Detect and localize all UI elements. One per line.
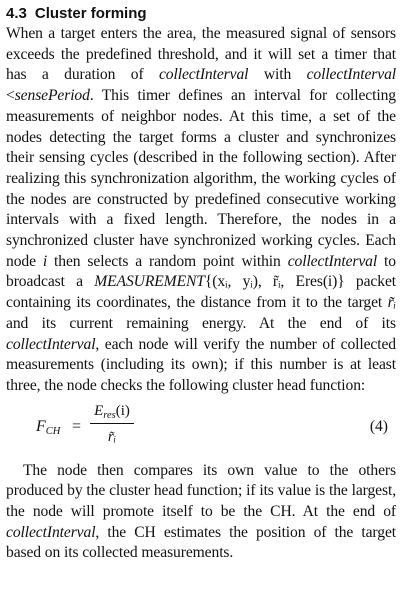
p1-text-1: When a target enters the area, the measured signal of sensors exceeds the predefined threshold, and it will set a timer that has a duration of: [6, 25, 396, 84]
p1-measurement-args: {(xᵢ, yᵢ), r̃ᵢ, Eres(i)}: [204, 273, 345, 291]
fraction-bar: [90, 423, 134, 424]
p1-collect-interval: collectInterval: [306, 66, 396, 84]
p2-text-2: , the CH estimates the position of the target based on its collected measurements.: [6, 523, 396, 562]
p1-text-5: then selects a random point within: [47, 252, 288, 270]
p2-collect-interval: collectInterval: [6, 523, 96, 541]
equation-number: (4): [369, 417, 388, 435]
equation-denominator: r̃ᵢ: [107, 428, 117, 445]
p1-r-tilde: r̃ᵢ: [387, 294, 396, 312]
p1-measurement: MEASUREMENT: [94, 273, 205, 291]
p1-text-9: , each node will verify the number of collected measurements (including its own); if this number is at least three, the node checks the following cluster head function:: [6, 335, 396, 394]
p1-text-2: with: [248, 66, 307, 84]
equation-lhs: $F_{CH}$: [36, 417, 61, 437]
p1-text-7: packet containing its coordinates, the distance from it to the target: [6, 273, 396, 312]
equation-equals: =: [72, 417, 82, 435]
p1-collect-interval: collectInterval: [158, 66, 249, 84]
section-number: 4.3: [6, 5, 27, 22]
equation-numerator: $E_{res}(i)$: [94, 402, 130, 421]
p2-text-1: The node then compares its own value to the others produced by the cluster head function; if its value is the largest, the node will promote itself to be the CH. At the end of: [6, 461, 396, 521]
p1-sense-period: sensePeriod: [14, 87, 90, 105]
section-title: Cluster forming: [34, 5, 147, 22]
equation-cluster-head: [6, 401, 396, 457]
p1-collect-interval: collectInterval: [287, 252, 378, 270]
paragraph-ch-election: [6, 461, 396, 565]
paragraph-cluster-forming: [6, 24, 396, 397]
p1-text-6: to broadcast a: [6, 252, 396, 291]
p1-text-8: and its current remaining energy. At the end of its: [6, 314, 396, 332]
p1-text-3: <: [6, 87, 15, 105]
p1-text-4: . This timer defines an interval for collecting measurements of neighbor nodes. At this time, a set of the nodes detecting the target forms a cluster and synchronizes their sensing cycles (described in the following section). After realizing this synchronization algorithm, the working cycles of the nodes are constructed by predefined consecutive working intervals with a fixed length. Therefore, the nodes in a synchronized cluster have synchronized working cycles. Each node: [6, 87, 396, 270]
p1-collect-interval: collectInterval: [6, 335, 96, 353]
section-heading: [6, 5, 396, 23]
equation-fraction: [90, 401, 134, 447]
p1-node-var: i: [42, 252, 48, 270]
